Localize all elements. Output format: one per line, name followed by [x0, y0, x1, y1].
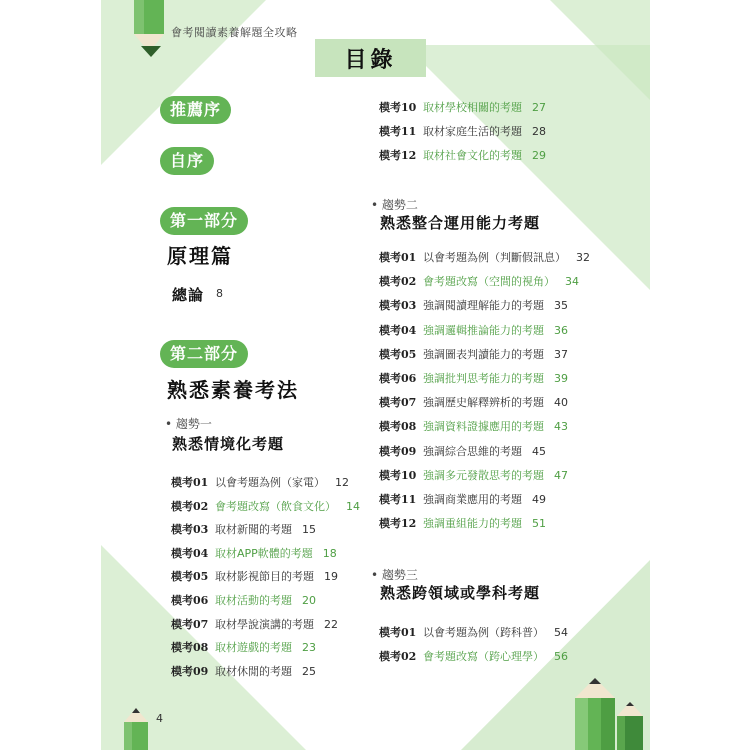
entry-page: 36: [554, 323, 568, 337]
entry-page: 43: [554, 420, 568, 434]
pencil-bottom-left-icon: [121, 706, 151, 750]
entry-label: 模考03: [379, 299, 417, 313]
entry-label: 模考12: [379, 517, 417, 531]
entry-title: 強調綜合思維的考題: [423, 444, 522, 458]
entry-title: 取材新聞的考題: [215, 523, 292, 537]
entry-title: 取材APP軟體的考題: [215, 546, 313, 560]
entry-label: 模考06: [171, 594, 209, 607]
toc-entry[interactable]: [379, 370, 568, 388]
entry-label: 模考09: [171, 664, 209, 678]
entry-page: 20: [302, 594, 316, 607]
entry-title: 強調多元發散思考的考題: [423, 468, 544, 482]
entry-page: 32: [576, 251, 590, 264]
toc-entry[interactable]: [379, 147, 546, 165]
entry-page: 56: [554, 650, 568, 663]
trend3-label-text: 趨勢三: [381, 568, 418, 582]
entry-title: 強調商業應用的考題: [423, 493, 522, 506]
part1-badge: 第一部分: [160, 207, 248, 235]
entry-title: 以會考題為例（跨科普）: [423, 626, 544, 639]
toc-entry[interactable]: [379, 443, 546, 461]
entry-title: 取材社會文化的考題: [423, 149, 522, 162]
entry-label: 模考01: [379, 626, 417, 639]
entry-title: 會考題改寫（空間的視角）: [423, 275, 555, 289]
entry-title: 取材家庭生活的考題: [423, 125, 522, 138]
toc-entry[interactable]: [379, 123, 546, 141]
entry-title: 強調閱讀理解能力的考題: [423, 299, 544, 313]
part2-title[interactable]: 熟悉素養考法: [167, 378, 299, 402]
entry-label: 模考12: [379, 149, 417, 162]
entry-label: 模考08: [171, 641, 209, 655]
pencil-tip-icon: [139, 44, 163, 58]
trend3-title[interactable]: 熟悉跨領域或學科考題: [380, 584, 541, 602]
toc-entry[interactable]: [379, 99, 546, 117]
entry-page: 18: [322, 546, 337, 560]
entry-title: 取材遊戲的考題: [215, 641, 292, 655]
preface-recommend[interactable]: 推薦序: [160, 96, 231, 124]
entry-page: 27: [532, 101, 546, 114]
entry-title: 會考題改寫（跨心理學）: [423, 650, 544, 663]
toc-entry[interactable]: [379, 624, 568, 642]
toc-entry[interactable]: [379, 249, 590, 267]
toc-entry[interactable]: [379, 394, 568, 412]
entry-page: 12: [335, 476, 349, 489]
entry-label: 模考01: [379, 251, 417, 264]
entry-label: 模考10: [379, 468, 417, 482]
entry-page: 23: [302, 641, 316, 655]
preface-self[interactable]: 自序: [160, 147, 214, 175]
toc-entry[interactable]: [379, 648, 568, 666]
entry-title: 強調資料證據應用的考題: [423, 420, 544, 434]
entry-label: 模考07: [379, 396, 417, 410]
entry-page: 25: [302, 664, 316, 678]
toc-entry[interactable]: [379, 346, 568, 364]
entry-label: 模考11: [379, 125, 417, 138]
part2-badge: 第二部分: [160, 340, 248, 368]
toc-entry[interactable]: [171, 663, 316, 681]
entry-page: 34: [565, 275, 579, 289]
entry-page: 29: [532, 149, 546, 162]
running-header: 會考閱讀素養解題全攻略: [171, 26, 298, 39]
page-number: 4: [156, 712, 163, 725]
entry-label: 模考06: [379, 372, 417, 385]
toc-entry[interactable]: [171, 521, 316, 539]
entry-label: 模考07: [171, 617, 209, 631]
entry-title: 強調邏輯推論能力的考題: [423, 323, 544, 337]
entry-title: 以會考題為例（判斷假訊息）: [423, 251, 566, 264]
trend3-label: • 趨勢三: [371, 568, 418, 582]
toc-entry[interactable]: [171, 474, 349, 492]
entry-label: 模考05: [171, 570, 209, 584]
trend1-label-text: 趨勢一: [175, 417, 212, 431]
entry-label: 模考04: [379, 323, 417, 337]
entry-title: 以會考題為例（家電）: [215, 476, 325, 489]
entry-label: 模考09: [379, 444, 417, 458]
entry-label: 模考02: [379, 650, 417, 663]
entry-label: 模考10: [379, 101, 417, 114]
trend2-label-text: 趨勢二: [381, 198, 418, 212]
entry-page: 54: [554, 626, 568, 639]
entry-page: 49: [532, 493, 546, 506]
entry-title: 取材學校相關的考題: [423, 101, 522, 114]
trend1-title[interactable]: 熟悉情境化考題: [172, 435, 285, 453]
toc-entry[interactable]: [379, 273, 579, 291]
toc-entry[interactable]: [171, 568, 338, 586]
toc-entry[interactable]: [171, 498, 360, 516]
entry-label: 模考08: [379, 420, 417, 434]
entry-page: 15: [302, 523, 316, 537]
entry-title: 強調歷史解釋辨析的考題: [423, 396, 544, 410]
entry-page: 39: [554, 372, 568, 385]
entry-label: 模考03: [171, 523, 209, 537]
entry-page: 51: [532, 517, 546, 531]
entry-page: 22: [324, 617, 338, 631]
entry-label: 模考04: [171, 546, 209, 560]
toc-title: 目錄: [315, 39, 426, 77]
pencil-bottom-right-icon: [571, 676, 650, 750]
trend2-title[interactable]: 熟悉整合運用能力考題: [380, 214, 541, 232]
trend1-label: • 趨勢一: [165, 417, 212, 431]
toc-entry[interactable]: [171, 616, 338, 634]
entry-page: 45: [532, 444, 546, 458]
toc-entry[interactable]: [379, 467, 568, 485]
entry-page: 35: [554, 299, 568, 313]
toc-entry[interactable]: [379, 515, 546, 533]
overview-page: 8: [216, 287, 223, 300]
entry-label: 模考05: [379, 347, 417, 361]
toc-entry[interactable]: [171, 639, 316, 657]
entry-title: 強調圖表判讀能力的考題: [423, 347, 544, 361]
entry-label: 模考11: [379, 493, 417, 506]
entry-title: 取材學說演講的考題: [215, 617, 314, 631]
entry-label: 模考01: [171, 476, 209, 489]
toc-entry[interactable]: [379, 322, 568, 340]
entry-page: 14: [346, 499, 360, 513]
toc-entry[interactable]: [379, 418, 568, 436]
toc-entry[interactable]: [171, 592, 316, 610]
entry-title: 取材活動的考題: [215, 594, 292, 607]
toc-entry[interactable]: [379, 297, 568, 315]
entry-page: 37: [554, 347, 568, 361]
trend2-label: • 趨勢二: [371, 198, 418, 212]
entry-title: 取材休閒的考題: [215, 664, 292, 678]
entry-title: 強調批判思考能力的考題: [423, 372, 544, 385]
entry-title: 取材影視節目的考題: [215, 570, 314, 584]
entry-page: 40: [554, 396, 568, 410]
toc-entry[interactable]: [171, 545, 337, 563]
entry-page: 19: [324, 570, 338, 584]
entry-page: 28: [532, 125, 546, 138]
overview-title[interactable]: 總論: [172, 286, 205, 304]
entry-title: 強調重組能力的考題: [423, 517, 522, 531]
entry-title: 會考題改寫（飲食文化）: [215, 499, 336, 513]
entry-label: 模考02: [379, 275, 417, 289]
entry-label: 模考02: [171, 499, 209, 513]
part1-title[interactable]: 原理篇: [167, 244, 233, 268]
entry-page: 47: [554, 468, 568, 482]
toc-entry[interactable]: [379, 491, 546, 509]
